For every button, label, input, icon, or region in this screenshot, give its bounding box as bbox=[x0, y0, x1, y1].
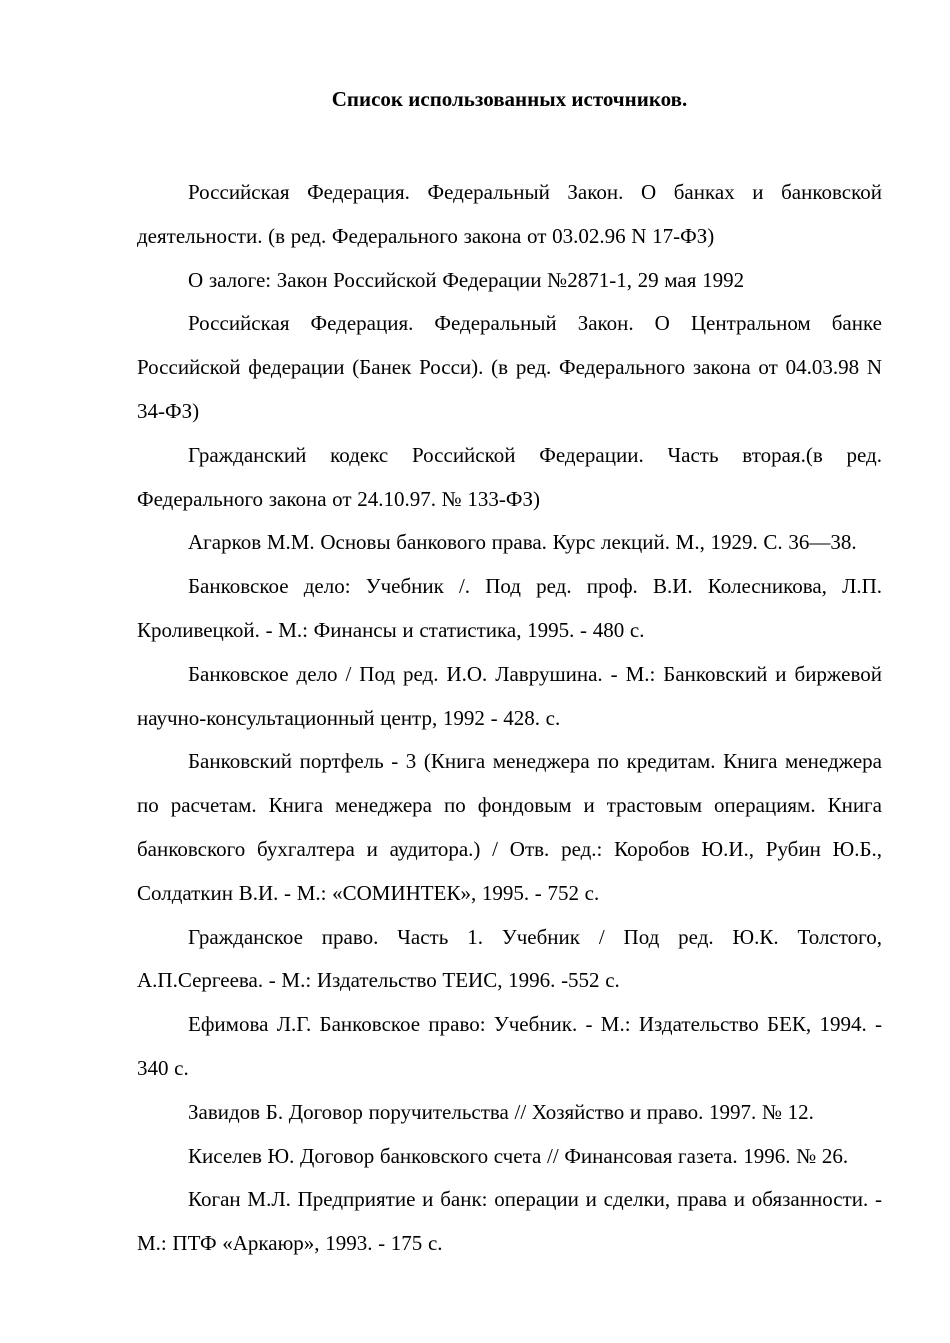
bibliography-entry: Банковское дело: Учебник /. Под ред. проф. В.И. Колесникова, Л.П. Кроливецкой. - М.: Финансы и статистика, 1995. - 480 с. bbox=[137, 574, 882, 642]
bibliography-entry: Российская Федерация. Федеральный Закон. О Центральном банке Российской федерации (Банек Росси). (в ред. Федерального закона от 04.03.98 N 34-ФЗ) bbox=[137, 311, 882, 423]
bibliography-entry: Ефимова Л.Г. Банковское право: Учебник. - М.: Издательство БЕК, 1994. - 340 с. bbox=[137, 1012, 882, 1080]
bibliography-entry: Банковское дело / Под ред. И.О. Лаврушина. - М.: Банковский и биржевой научно-консультационный центр, 1992 - 428. с. bbox=[137, 661, 882, 730]
bibliography-entry: Банковский портфель - 3 (Книга менеджера по кредитам. Книга менеджера по расчетам. Книга менеджера по фондовым и трастовым операциям. Книга банковского бухгалтера и аудитора.) / Отв. ред.: Коробов Ю.И., Рубин Ю.Б., Солдаткин В.И. - М.: «СОМИНТЕК», 1995. - 752 с. bbox=[137, 749, 882, 905]
bibliography-entry: Гражданское право. Часть 1. Учебник / Под ред. Ю.К. Толстого, А.П.Сергеева. - М.: Издательство ТЕИС, 1996. -552 с. bbox=[137, 924, 882, 993]
bibliography-entry: Гражданский кодекс Российской Федерации. Часть вторая.(в ред. Федерального закона от 24.10.97. № 133-ФЗ) bbox=[137, 442, 882, 511]
bibliography-entry: Российская Федерация. Федеральный Закон. О банках и банковской деятельности. (в ред. Федерального закона от 03.02.96 N 17-ФЗ) bbox=[137, 180, 882, 248]
bibliography-entry: Коган М.Л. Предприятие и банк: операции и сделки, права и обязанности. - М.: ПТФ «Аркаюр», 1993. - 175 с. bbox=[137, 1187, 882, 1256]
bibliography-entry: Агарков М.М. Основы банкового права. Курс лекций. М., 1929. С. 36—38. bbox=[188, 530, 857, 555]
bibliography-entry: О залоге: Закон Российской Федерации №2871-1, 29 мая 1992 bbox=[188, 267, 745, 292]
bibliography-list bbox=[137, 171, 882, 1266]
bibliography-entry: Завидов Б. Договор поручительства // Хозяйство и право. 1997. № 12. bbox=[188, 1099, 814, 1124]
bibliography-entry: Киселев Ю. Договор банковского счета // Финансовая газета. 1996. № 26. bbox=[188, 1143, 849, 1168]
page-title: Список использованных источников. bbox=[331, 87, 688, 111]
